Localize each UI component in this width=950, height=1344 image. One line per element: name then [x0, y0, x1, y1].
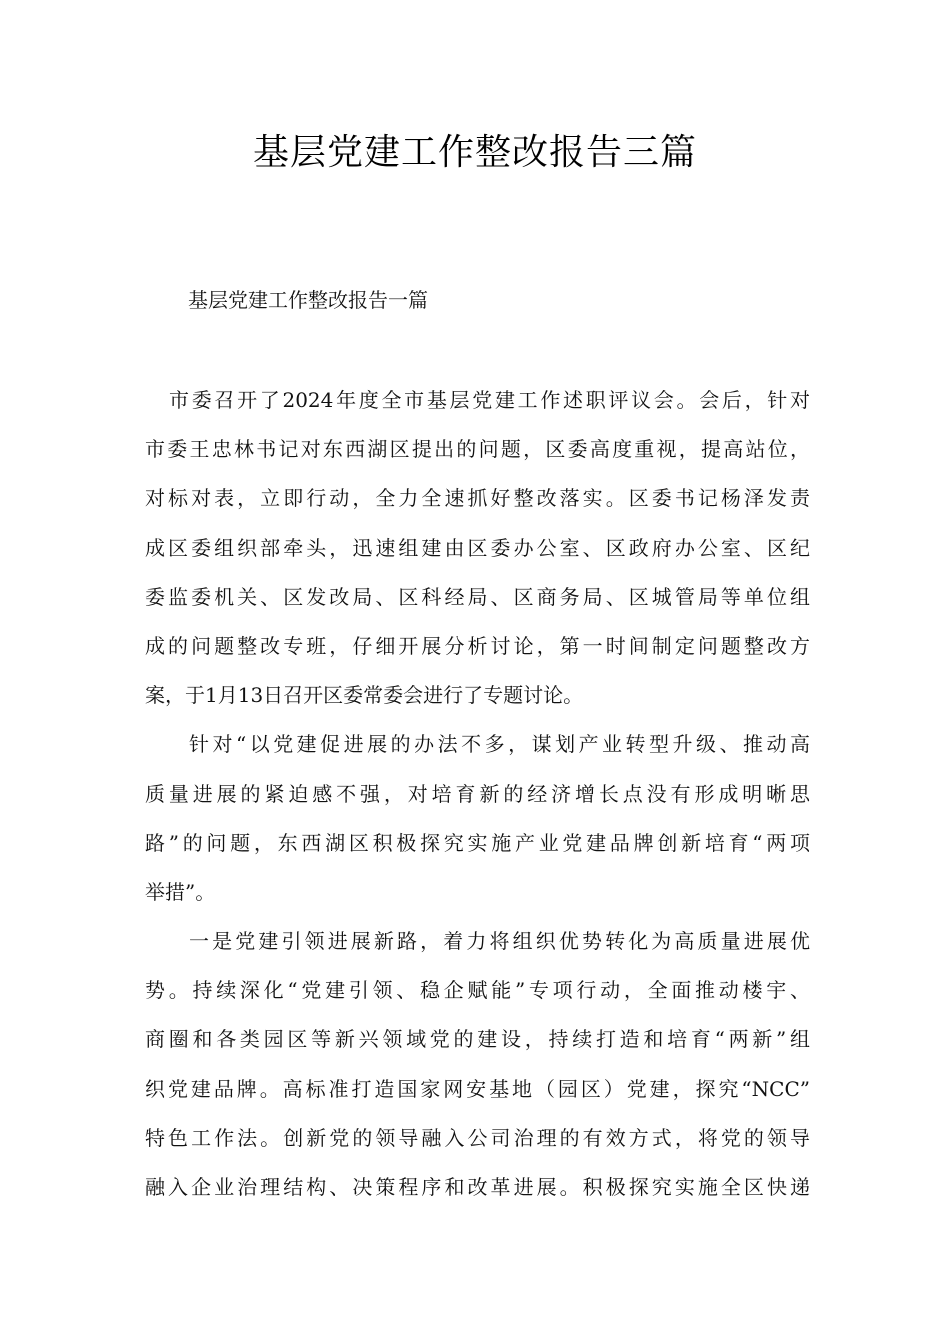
section-subtitle: 基层党建工作整改报告一篇 [188, 288, 428, 312]
document-body [145, 382, 810, 1218]
body-line: 举措”。 [145, 879, 216, 904]
body-line: 成区委组织部牵头，迅速组建由区委办公室、区政府办公室、区纪 [145, 535, 810, 560]
body-line: 成的问题整改专班，仔细开展分析讨论，第一时间制定问题整改方 [145, 633, 810, 658]
body-line: 质量进展的紧迫感不强，对培育新的经济增长点没有形成明晰思 [145, 781, 810, 806]
body-line: 案，于1月13日召开区委常委会进行了专题讨论。 [145, 683, 584, 708]
body-line: 特色工作法。创新党的领导融入公司治理的有效方式，将党的领导 [145, 1125, 810, 1150]
body-line: 委监委机关、区发改局、区科经局、区商务局、区城管局等单位组 [145, 584, 810, 609]
body-line: 针对“以党建促进展的办法不多，谋划产业转型升级、推动高 [189, 732, 810, 757]
body-line: 对标对表，立即行动，全力全速抓好整改落实。区委书记杨泽发责 [145, 486, 810, 511]
body-line: 市委王忠林书记对东西湖区提出的问题，区委高度重视，提高站位， [145, 437, 810, 462]
body-line: 市委召开了2024年度全市基层党建工作述职评议会。会后，针对 [169, 388, 810, 412]
body-line: 商圈和各类园区等新兴领域党的建设，持续打造和培育“两新”组 [145, 1027, 810, 1052]
body-line: 势。持续深化“党建引领、稳企赋能”专项行动，全面推动楼宇、 [145, 978, 810, 1003]
body-line: 一是党建引领进展新路，着力将组织优势转化为高质量进展优 [189, 929, 810, 954]
document-title: 基层党建工作整改报告三篇 [252, 132, 697, 173]
body-line: 路”的问题，东西湖区积极探究实施产业党建品牌创新培育“两项 [145, 830, 810, 855]
body-line: 织党建品牌。高标准打造国家网安基地（园区）党建，探究“NCC” [145, 1076, 810, 1101]
body-line: 融入企业治理结构、决策程序和改革进展。积极探究实施全区快递 [145, 1175, 810, 1199]
